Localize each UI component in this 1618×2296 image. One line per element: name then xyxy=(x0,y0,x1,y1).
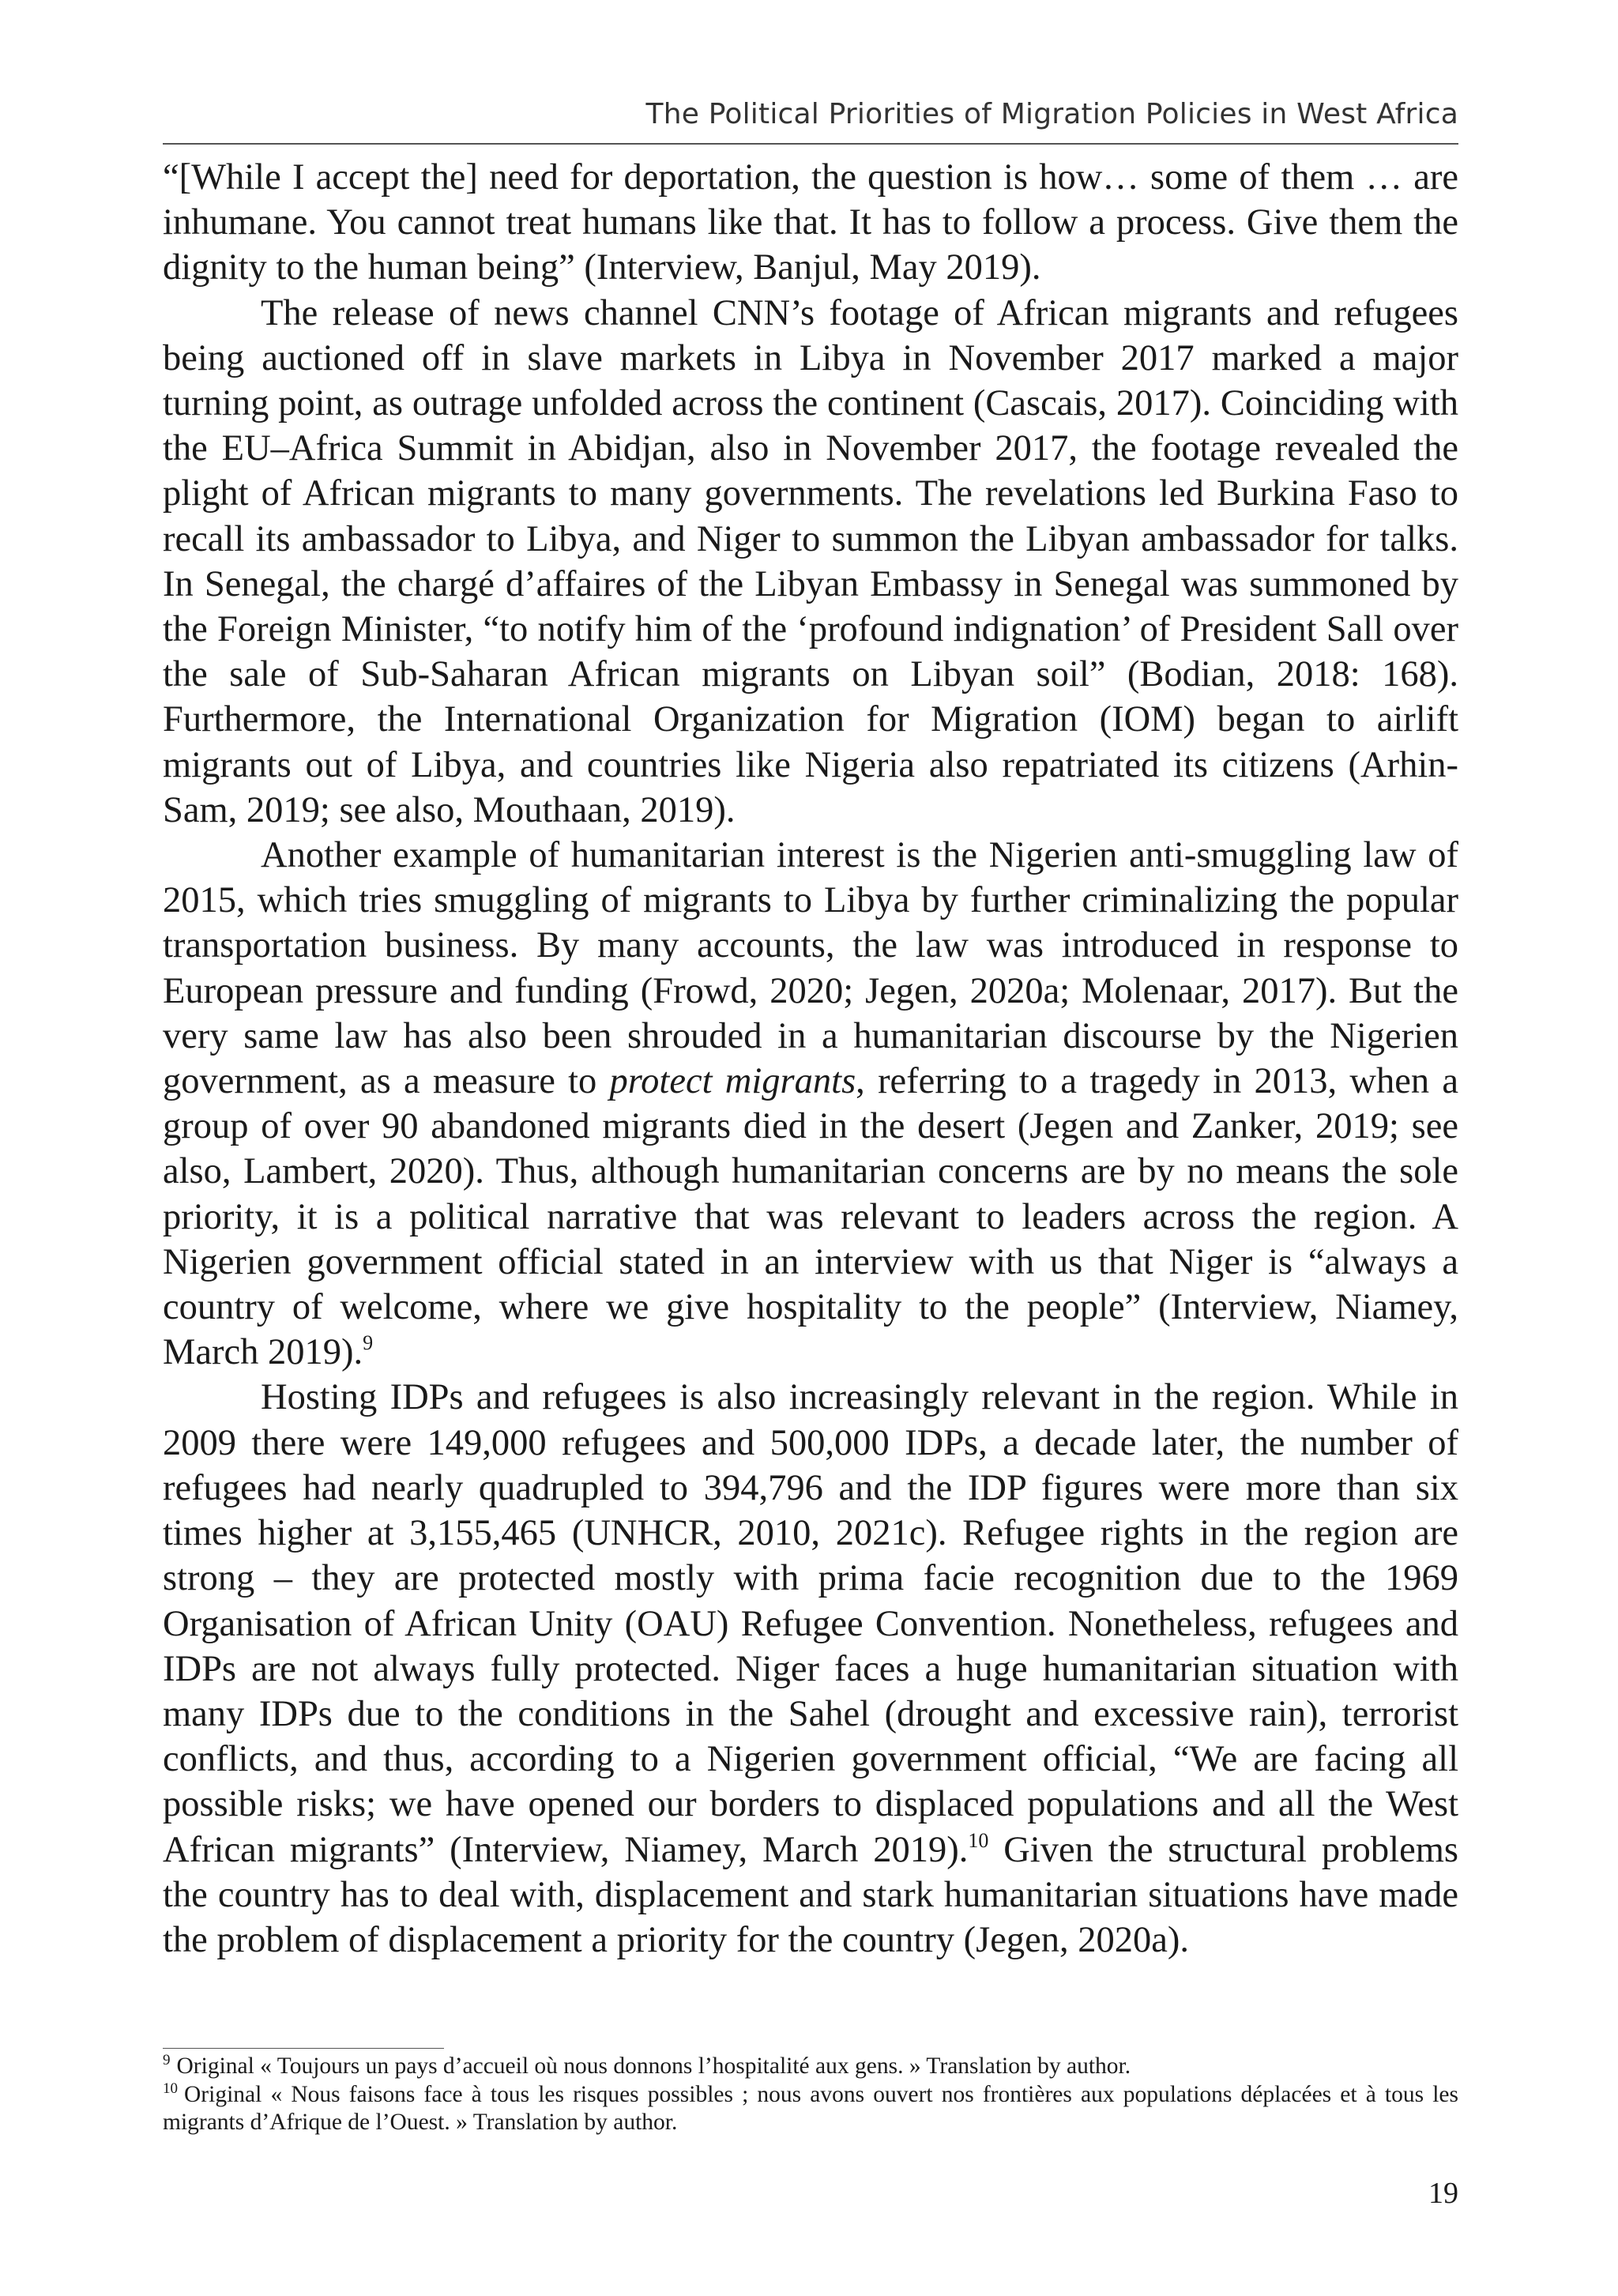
footnotes xyxy=(163,2053,1458,2137)
footnote-ref-9[interactable]: 9 xyxy=(363,1331,374,1355)
footnote-9 xyxy=(163,2053,1458,2081)
footnote-text: Original « Nous faisons face à tous les risques possibles ; nous avons ouvert nos frontières aux populations déplacées et à tous les migrants d’Afrique de l’Ouest. » Translation by author. xyxy=(163,2081,1458,2135)
header-divider xyxy=(163,143,1458,145)
paragraph-text: Given the structural problems the country has to deal with, displacement and stark humanitarian situations have made the problem of displacement a priority for the country (Jegen, 2020a). xyxy=(163,1829,1458,1960)
running-title: The Political Priorities of Migration Policies in West Africa xyxy=(645,98,1458,130)
paragraph-anti-smuggling-law xyxy=(163,833,1458,1375)
footnote-divider xyxy=(163,2048,444,2049)
paragraph-cnn-footage: The release of news channel CNN’s footage of African migrants and refugees being auctioned off in slave markets in Libya in November 2017 marked a major turning point, as outrage unfolded across the continent (Cascais, 2017). Coinciding with the EU–Africa Summit in Abidjan, also in November 2017, the footage revealed the plight of African migrants to many governments. The revelations led Burkina Faso to recall its ambassador to Libya, and Niger to summon the Libyan ambassador for talks. In Senegal, the chargé d’affaires of the Libyan Embassy in Senegal was summoned by the Foreign Minister, “to notify him of the ‘profound indignation’ of President Sall over the sale of Sub-Saharan African migrants on Libyan soil” (Bodian, 2018: 168). Furthermore, the International Organization for Migration (IOM) began to airlift migrants out of Libya, and countries like Nigeria also repatriated its citizens (Arhin-Sam, 2019; see also, Mouthaan, 2019). xyxy=(163,292,1458,830)
paragraph-text: Hosting IDPs and refugees is also increasingly relevant in the region. While in 2009 there were 149,000 refugees and 500,000 IDPs, a decade later, the number of refugees had nearly quadrupled to 394,796 and the IDP figures were more than six times higher at 3,155,465 (UNHCR, 2010, 2021c). Refugee rights in the region are strong – they are protected mostly with prima facie recognition due to the 1969 Organisation of African Unity (OAU) Refugee Convention. Nonetheless, refugees and IDPs are not always fully protected. Niger faces a huge humanitarian situation with many IDPs due to the conditions in the Sahel (drought and excessive rain), terrorist conflicts, and thus, according to a Nigerien government official, “We are facing all possible risks; we have opened our borders to displaced populations and all the West African migrants” (Interview, Niamey, March 2019). xyxy=(163,1377,1458,1870)
page-number: 19 xyxy=(1428,2177,1458,2210)
emphasis-protect-migrants: protect migrants xyxy=(609,1061,856,1102)
main-text xyxy=(163,155,1458,1963)
paragraph-idps-refugees xyxy=(163,1375,1458,1963)
paragraph-quote-continuation: “[While I accept the] need for deportation, the question is how… some of them … are inhumane. You cannot treat humans like that. It has to follow a process. Give them the dignity to the human being” (Interview, Banjul, May 2019). xyxy=(163,157,1458,288)
footnote-number: 10 xyxy=(163,2080,178,2097)
footnote-ref-10[interactable]: 10 xyxy=(968,1828,989,1852)
footnote-10 xyxy=(163,2081,1458,2137)
paragraph-text: Another example of humanitarian interest is the Nigerien anti-smuggling law of 2015, which tries smuggling of migrants to Libya by further criminalizing the popular transportation business. By many accounts, the law was introduced in response to European pressure and funding (Frowd, 2020; Jegen, 2020a; Molenaar, 2017). But the very same law has also been shrouded in a humanitarian discourse by the Nigerien government, as a measure to xyxy=(163,835,1458,1102)
footnote-text: Original « Toujours un pays d’accueil où nous donnons l’hospitalité aux gens. » Translation by author. xyxy=(176,2053,1131,2079)
paragraph-text: , referring to a tragedy in 2013, when a group of over 90 abandoned migrants died in the desert (Jegen and Zanker, 2019; see also, Lambert, 2020). Thus, although humanitarian concerns are by no means the sole priority, it is a political narrative that was relevant to leaders across the region. A Nigerien government official stated in an interview with us that Niger is “always a country of welcome, where we give hospitality to the people” (Interview, Niamey, March 2019). xyxy=(163,1061,1458,1373)
footnote-number: 9 xyxy=(163,2052,171,2068)
